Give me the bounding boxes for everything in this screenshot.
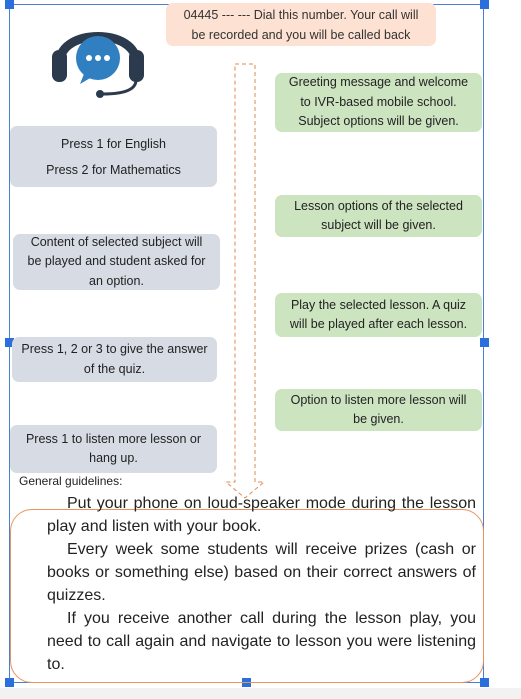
step-line: Press 1 to listen more lesson or [25, 431, 202, 446]
resize-handle-mid-right[interactable] [480, 338, 489, 347]
step-choose-language-subject [10, 126, 217, 187]
step-line: be given. [353, 412, 404, 426]
headset-chat-icon [48, 10, 148, 100]
step-play-lesson [275, 293, 482, 337]
step-line: to IVR-based mobile school. [300, 94, 457, 109]
resize-handle-top-left[interactable] [5, 0, 14, 9]
step-more-or-hangup [10, 425, 217, 473]
flow-down-arrow [222, 62, 270, 502]
dial-number-box [166, 3, 436, 46]
resize-handle-bottom-left[interactable] [5, 678, 14, 687]
step-line: Greeting message and welcome [288, 75, 469, 90]
page-bottom-edge [0, 688, 521, 699]
step-answer-quiz [12, 337, 217, 382]
step-line: be played and student asked for [27, 254, 206, 269]
step-more-lesson-option [275, 389, 482, 431]
guidelines-text [47, 492, 476, 676]
step-line: of the quiz. [83, 361, 146, 376]
step-line: Press 1 for English [61, 136, 166, 151]
step-line: Lesson options of the selected [294, 198, 463, 213]
resize-handle-bottom-right[interactable] [480, 678, 489, 687]
guideline-paragraph: Put your phone on loud-speaker mode during the lesson play and listen with your book. [47, 495, 476, 535]
step-greeting [275, 73, 482, 132]
dial-line-1: 04445 --- --- Dial this number. Your call will [183, 7, 419, 22]
guideline-paragraph: Every week some students will receive prizes (cash or books or something else) based on their correct answers of quizzes. [47, 541, 476, 604]
step-lesson-options [275, 195, 482, 237]
step-line: subject will be given. [321, 218, 436, 232]
step-line: Content of selected subject will [30, 234, 203, 249]
step-content-played [13, 234, 220, 290]
step-line: Option to listen more lesson will [290, 392, 467, 407]
dial-line-2: be recorded and you will be called back [191, 27, 411, 42]
resize-handle-top-right[interactable] [480, 0, 489, 9]
guideline-paragraph: If you receive another call during the lesson play, you need to call again and navigate to lesson you were listening to. [47, 610, 476, 673]
step-line: Subject options will be given. [298, 114, 459, 129]
step-line: Play the selected lesson. A quiz [290, 297, 467, 312]
step-line: Press 2 for Mathematics [46, 162, 181, 177]
step-line: hang up. [89, 451, 138, 465]
step-line: an option. [89, 273, 144, 288]
guidelines-label: General guidelines: [19, 474, 123, 488]
step-line: Press 1, 2 or 3 to give the answer [21, 342, 208, 356]
step-line: will be played after each lesson. [289, 317, 468, 331]
